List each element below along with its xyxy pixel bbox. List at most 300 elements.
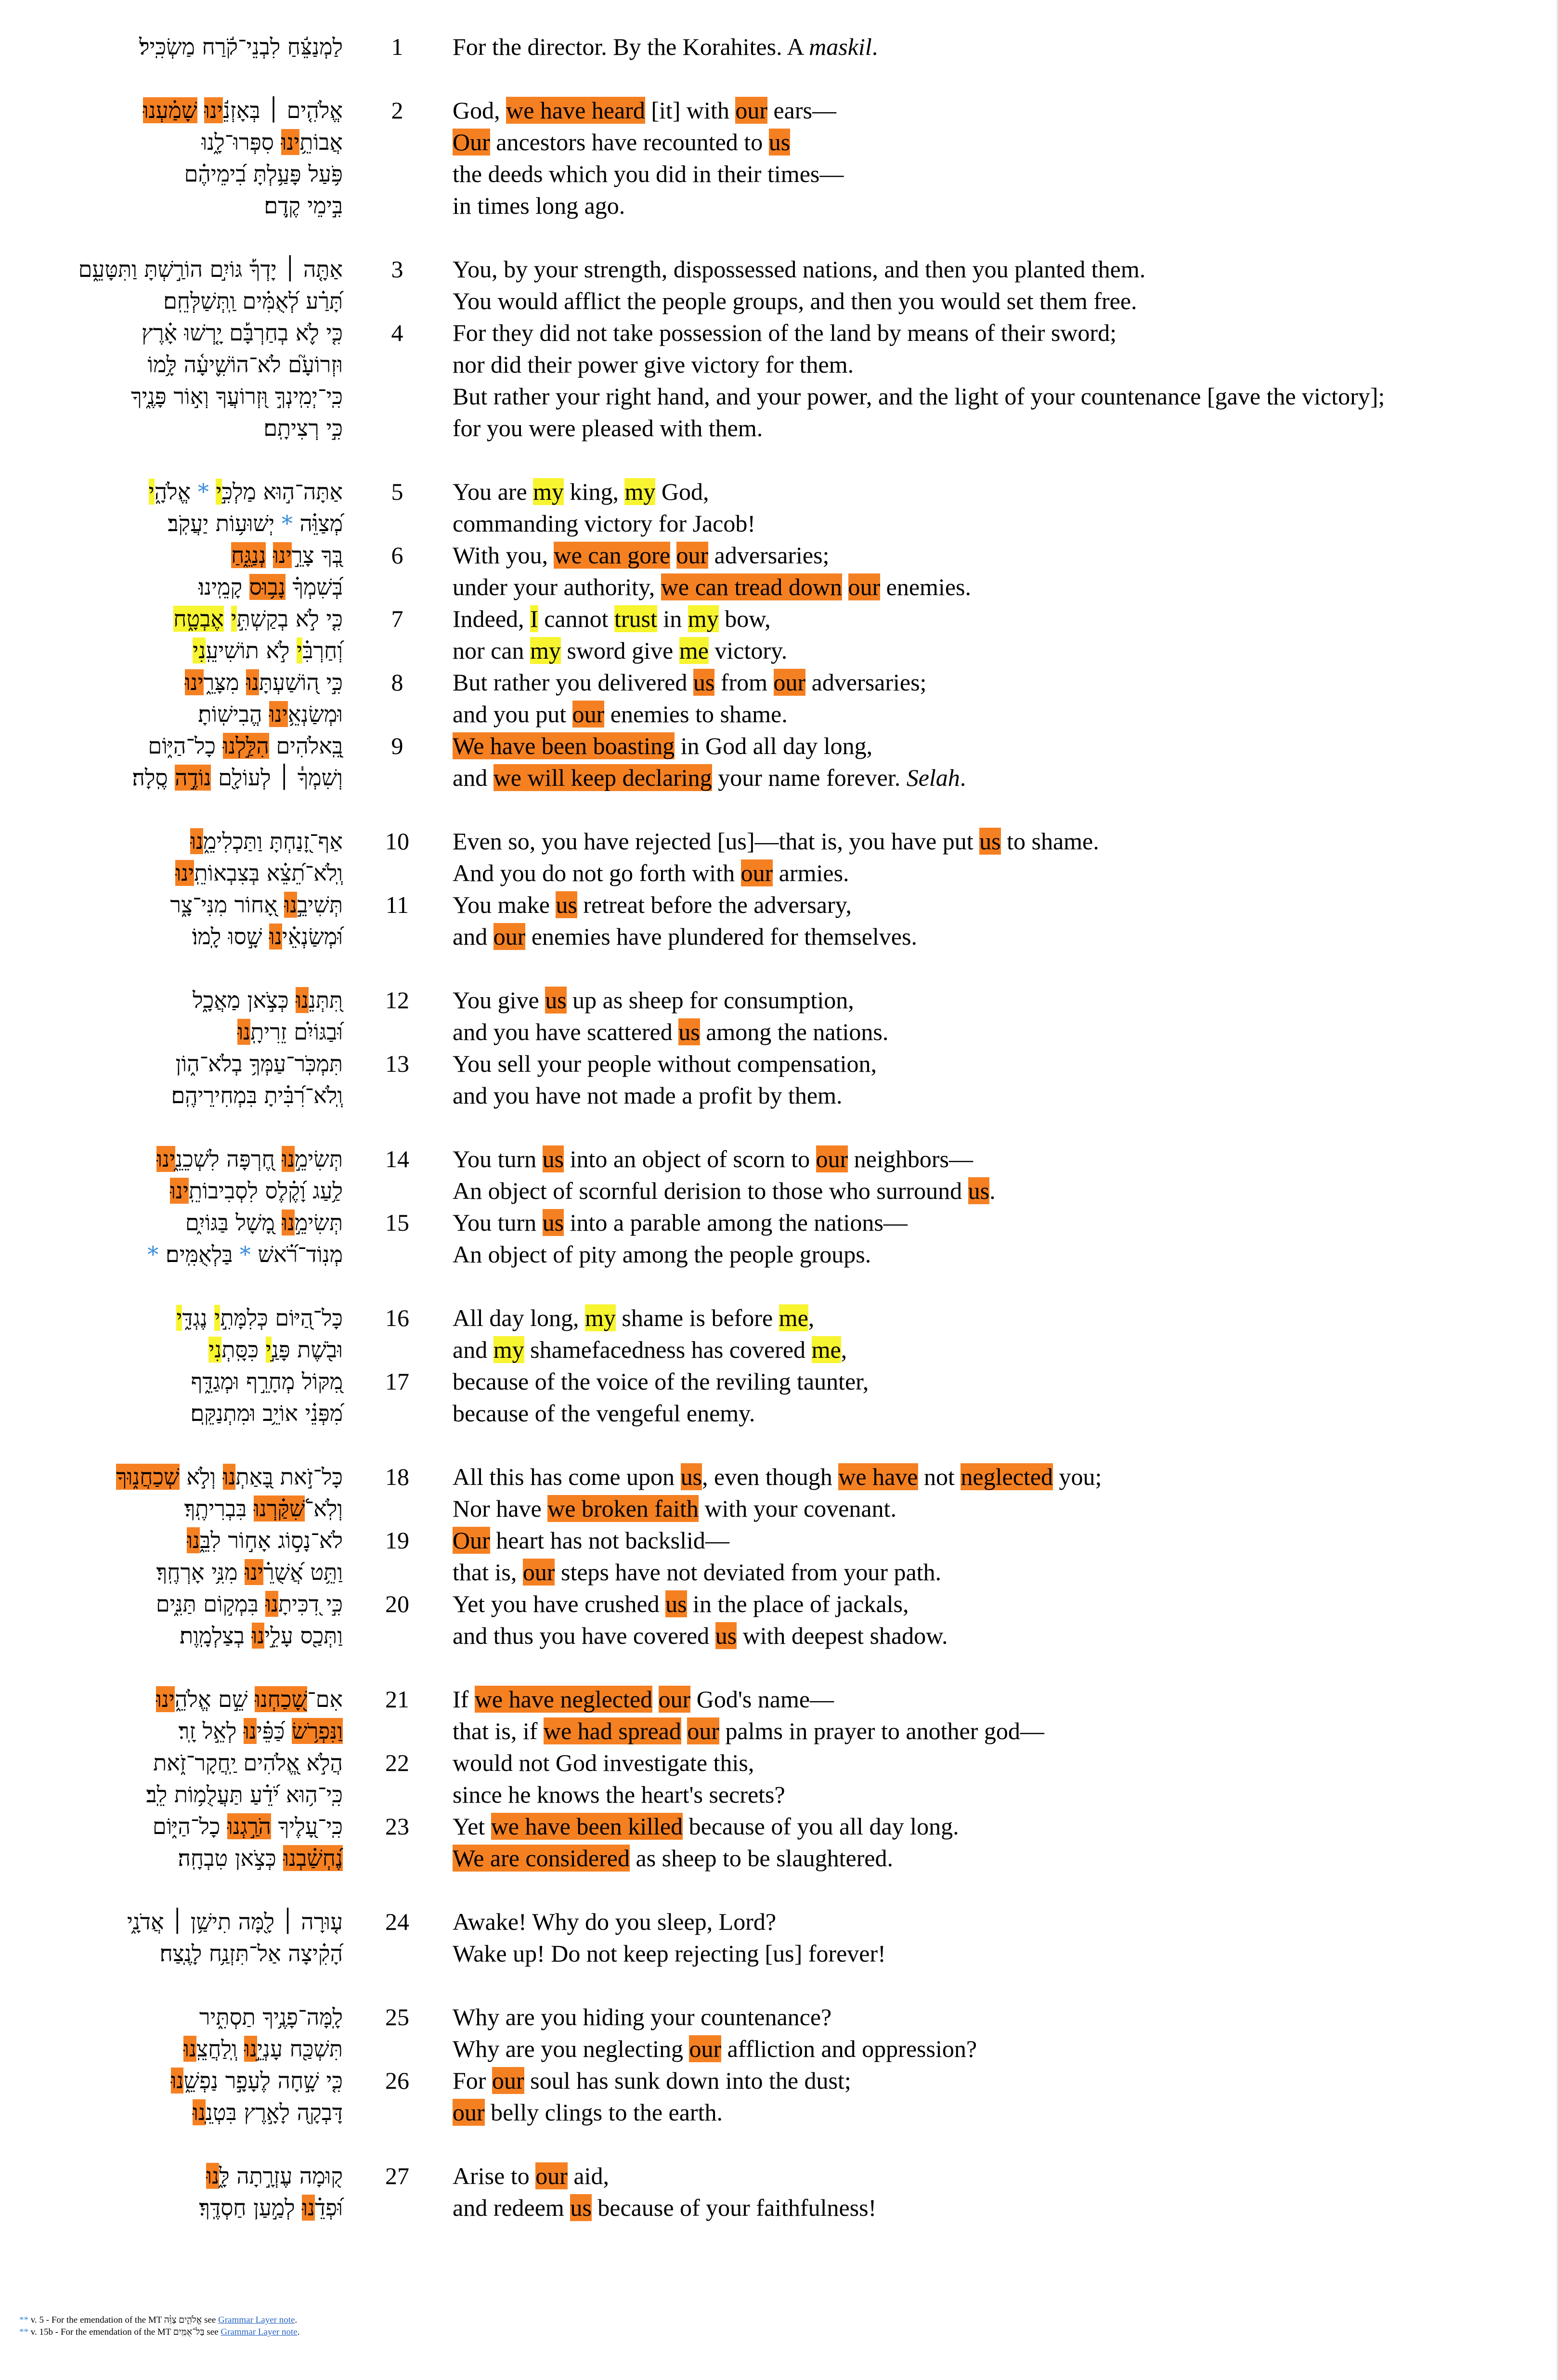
text-segment [266,542,273,568]
hebrew-text [0,94,343,126]
verse-line [0,603,1558,635]
text-segment: in times long ago. [453,192,625,219]
text-segment: אִם־ [307,1686,343,1712]
verse-number: 16 [385,1304,409,1331]
english-translation [447,698,1558,730]
highlighted-word: my [584,1304,616,1331]
english-translation [447,1016,1558,1048]
text-segment: , [841,1336,847,1363]
verse-line [0,889,1558,921]
verse-line [0,1810,1558,1842]
english-translation [447,1207,1558,1238]
text-segment: bow, [718,605,771,632]
text-segment: הֱבִישֽׁוֹתָ׃ [198,701,270,727]
highlighted-word: my [533,478,564,505]
english-translation [447,730,1558,762]
stanza [0,1906,1558,1969]
verse-line [0,1207,1558,1238]
highlighted-word: we have neglected [474,1686,653,1713]
text-segment: לֹ֣א תוֹשִׁיעֵֽ [206,637,297,663]
verse-number: 3 [391,256,403,283]
verse-line [0,1620,1558,1652]
text-segment: לַמְנַצֵּ֬חַ לִבְנֵי־קֹ֬רַח מַשְׂכִּֽיל׃ [139,34,343,60]
hebrew-text [0,349,343,380]
highlighted-word: ינוּ [184,669,204,695]
english-translation [447,921,1558,952]
text-segment: לָֽמָּה־פָנֶ֥יךָ תַסְתִּ֑יר [199,2004,343,2030]
hebrew-text [0,1334,343,1366]
text-segment: because of the voice of the reviling taunter, [453,1368,869,1395]
text-segment: ancestors have recounted to [490,129,769,156]
hebrew-text [0,380,343,412]
text-segment: And you do not go forth with [453,859,741,886]
verse-line [0,253,1558,285]
english-translation [447,507,1558,539]
english-translation [447,1366,1558,1397]
text-segment [209,479,216,505]
highlighted-word: י [214,1305,221,1331]
verse-line [0,2065,1558,2096]
highlighted-word: נְנַגֵּ֑חַ [231,542,266,568]
highlighted-word: we can tread down [661,573,842,600]
text-segment: cannot [538,605,614,632]
verse-line [0,2033,1558,2065]
verse-line [0,126,1558,158]
verse-line [0,285,1558,317]
footnote [19,2326,299,2338]
text-segment: כְּצֹ֣אן מַאֲכָ֑ל [193,987,296,1013]
highlighted-word: ינוּ [156,1686,175,1712]
text-segment: בְּ֭ךָ צָרֵ֣ [291,542,343,568]
text-segment: וְלֹ֣א [179,1464,223,1490]
english-translation [447,539,1558,571]
text-segment: . [960,764,966,791]
english-translation [447,1747,1558,1779]
text-segment: תִּמְכֹּֽר־עַמְּךָ֥ בְלֹא־ה֑וֹן [175,1051,343,1077]
english-translation [447,571,1558,603]
highlighted-word: נוּ [187,1527,200,1553]
text-segment [197,97,205,123]
text-segment: retreat before the adversary, [577,891,852,918]
text-segment: תְּשִׂימֵ֣ [295,1146,343,1172]
text-segment: נֶגְדִּ֑ [182,1305,215,1331]
text-segment: ק֭וּמָה עֶזְרָ֣תָה לָּ֑ [219,2163,343,2189]
text-segment: enemies to shame. [604,701,788,728]
text-segment: Wake up! Do not keep rejecting [us] forever! [453,1940,886,1967]
verse-line [0,1683,1558,1715]
text-segment: דָּבְקָ֖ה לָאָ֣רֶץ בִּטְנֵֽ [205,2099,343,2125]
text-segment: and [453,923,493,950]
verse-line [0,1366,1558,1397]
text-segment: פֹּ֥עַל פָּעַ֥לְתָּ בִ֝ימֵיהֶ֗ם [184,161,343,187]
emendation-asterisk: * [197,479,209,505]
stanza [0,476,1558,793]
text-segment: תָּ֝רַ֗ע לְ֝אֻמִּ֗ים וַֽתְּשַׁלְּחֵֽם׃ [163,288,343,314]
text-segment: כָּל־הַ֭יּוֹם כְּלִמָּתִ֣ [220,1305,343,1331]
text-segment: כָל־הַיּ֑וֹם [152,1813,228,1839]
text-segment: since he knows the heart's secrets? [453,1781,785,1808]
text-segment: כִּֽי־ה֥וּא יֹ֝דֵ֗עַ תַּעֲלֻמ֥וֹת לֵֽב׃ [146,1782,343,1808]
text-segment: . [989,1177,996,1204]
highlighted-word: נוּ [251,1623,265,1649]
hebrew-text [0,1747,343,1779]
text-segment: But rather you delivered [453,669,693,696]
highlighted-word: נוּ [282,1146,295,1172]
verse-number: 2 [391,97,403,124]
hebrew-text [0,1397,343,1429]
text-segment: מָ֭שָׁל בַּגּוֹיִ֑ם [185,1210,282,1236]
text-segment: כִּֽי־עָ֭לֶיךָ [271,1813,343,1839]
highlighted-word: נוּ [170,2068,184,2094]
english-translation [447,94,1558,126]
text-segment: ears— [767,97,836,124]
hebrew-text [0,666,343,698]
stanza [0,1683,1558,1874]
english-translation [447,317,1558,349]
verse-line [0,2192,1558,2224]
highlighted-word: us [570,2194,592,2221]
highlighted-word: י [231,606,237,632]
text-segment: מִצָּרֵ֑ [203,669,247,695]
text-segment: and you have scattered [453,1018,679,1045]
highlighted-word: ינוּ [245,1559,263,1585]
highlighted-word: us [678,1018,700,1045]
english-translation [447,2096,1558,2128]
highlighted-word: נִי [193,637,206,663]
hebrew-text [0,1048,343,1079]
verse-number: 22 [385,1749,409,1776]
verse-number: 14 [385,1145,409,1172]
text-segment: מִ֝פְּנֵ֗י אוֹיֵ֥ב וּמִתְנַקֵּֽם׃ [190,1400,343,1426]
english-translation [447,1493,1558,1524]
highlighted-word: us [542,1145,564,1172]
text-segment: וּ֝בַגּוֹיִ֗ם זֵרִיתָֽ [250,1019,343,1045]
text-segment: כִּ֤י לֹ֪א בְחַרְבָּ֡ם יָ֤רְשׁוּ אָ֗רֶץ [141,320,343,346]
highlighted-word: our [689,2035,722,2062]
text-segment: בְצַלְמָֽוֶת׃ [180,1623,252,1649]
verse-line [0,1906,1558,1938]
english-translation [447,857,1558,889]
highlighted-word: י [265,1337,272,1363]
text-segment: בִּמְק֣וֹם תַּנִּ֑ים [156,1591,266,1617]
english-translation [447,635,1558,666]
text-segment: לְמַ֣עַן חַסְדֶּֽךָ׃ [199,2195,302,2221]
english-translation [447,1048,1558,1079]
highlighted-word: our [522,1559,555,1586]
text-segment: כִּ֣י דִ֭כִּיתָ [278,1591,343,1617]
hebrew-text [0,1207,343,1238]
text-segment: and you have not made a profit by them. [453,1082,843,1109]
english-translation [447,1683,1558,1715]
english-translation [447,2001,1558,2033]
hebrew-text [0,1620,343,1652]
verse-number: 13 [385,1050,409,1077]
text-segment: . [871,33,878,60]
verse-number: 7 [391,605,403,632]
text-segment: וְ֝חַרְבִּ֗ [302,637,343,663]
english-translation [447,1079,1558,1111]
english-translation [447,1238,1558,1270]
text-segment: in [657,605,688,632]
text-segment: יְשׁוּע֥וֹת יַעֲקֹֽב׃ [168,510,282,536]
text-segment: God's name— [690,1686,834,1713]
highlighted-word: our [848,573,881,600]
verse-line [0,1334,1558,1366]
hebrew-text [0,921,343,952]
text-segment: All day long, [453,1304,585,1331]
stanza [0,253,1558,444]
text-segment: and [453,764,493,791]
text-segment: king, [564,478,625,505]
verse-number: 8 [391,669,403,696]
text-segment: מִנִּ֥י אָרְחֶֽךָ׃ [156,1559,245,1585]
text-segment: Why are you hiding your countenance? [453,2003,832,2030]
verse-line [0,666,1558,698]
text-segment: armies. [773,859,849,886]
text-segment: Yet you have crushed [453,1590,666,1617]
text-segment: אַתָּה־ה֣וּא מַלְכִּ֣ [221,479,343,505]
verse-line [0,349,1558,380]
verse-line [0,857,1558,889]
text-segment: [it] with [645,97,736,124]
highlighted-word: Our [453,129,490,156]
text-segment: סֶֽלָה׃ [132,765,175,791]
verse-number: 17 [385,1368,409,1395]
text-segment: maskil [809,33,872,60]
verse-line [0,1397,1558,1429]
highlighted-word: our [492,2067,524,2094]
highlighted-word: שְׁכַחֲנ֑וּךָ [116,1464,180,1490]
english-translation [447,1588,1558,1620]
highlighted-word: we have been killed [491,1813,683,1840]
text-segment: וַתֵּ֥ט אֲ֝שֻׁרֵ֗ [263,1559,343,1585]
stanza [0,1302,1558,1429]
verse-line [0,698,1558,730]
highlighted-word: our [493,923,526,950]
highlighted-word: נוּ [206,2163,220,2189]
english-translation [447,158,1558,190]
text-segment [652,1686,659,1713]
hebrew-text [0,1683,343,1715]
text-segment: תְּשִׂימֵ֣ [295,1210,343,1236]
text-segment: אָ֭חוֹר מִנִּי־צָ֑ר [170,892,285,918]
verse-line [0,762,1558,793]
verse-number: 10 [385,828,409,855]
hebrew-text [0,1779,343,1810]
text-segment: and you put [453,701,572,728]
hebrew-text [0,730,343,762]
verse-number: 26 [385,2067,409,2094]
text-segment: belly clings to the earth. [484,2099,723,2126]
text-segment: וְֽלַחֲצֵֽ [196,2036,245,2062]
text-segment: with deepest shadow. [737,1622,948,1649]
text-segment: Nor have [453,1495,548,1522]
text-segment: aid, [567,2162,609,2189]
text-segment: כִּ֣י ה֭וֹשַׁעְתָּ [259,669,343,695]
text-segment: the deeds which you did in their times— [453,160,844,187]
highlighted-word: נוּ [193,2099,206,2125]
verse-number: 5 [391,478,403,505]
highlighted-word: our [735,97,767,124]
text-segment: For they did not take possession of the land by means of their sword; [453,319,1117,346]
hebrew-text [0,2192,343,2224]
verse-number: 1 [391,33,403,60]
emendation-asterisk: * [147,1241,159,1267]
grammar-layer-link[interactable]: Grammar Layer note [218,2315,295,2325]
highlighted-word: נוּ [246,669,259,695]
highlighted-word: our [740,859,773,886]
english-translation [447,603,1558,635]
hebrew-text [0,31,343,63]
highlighted-word: we will keep declaring [493,764,712,791]
emendation-asterisk: * [281,510,293,536]
hebrew-text [0,635,343,666]
text-segment: בַּלְאֻמִּֽים׃ [158,1241,240,1267]
highlighted-word: trust [614,605,657,632]
highlighted-word: נוֹדֶ֣ה [175,765,211,791]
verse-line [0,825,1558,857]
stanza [0,1461,1558,1652]
text-segment: that is, if [453,1717,544,1744]
english-translation [447,1938,1558,1969]
text-segment: for you were pleased with them. [453,415,763,442]
text-segment: with your covenant. [698,1495,896,1522]
text-segment: You, by your strength, dispossessed nations, and then you planted them. [453,256,1146,283]
hebrew-text [0,1588,343,1620]
highlighted-word: נוּ [222,1464,236,1490]
english-translation [447,253,1558,285]
english-translation [447,2160,1558,2192]
footnote-end: . [295,2315,298,2325]
text-segment: וְשִׁמְךָ֓ ׀ לְעוֹלָ֖ם [211,765,343,791]
text-segment: וּבֹ֖שֶׁת פָּנַ֣ [271,1337,343,1363]
verse-line [0,1302,1558,1334]
text-segment: and thus you have covered [453,1622,715,1649]
text-segment: קָמֵֽינוּ׃ [198,574,249,600]
highlighted-word: נוּ [269,923,282,949]
verse-line [0,539,1558,571]
verse-number: 20 [385,1590,409,1617]
grammar-layer-link[interactable]: Grammar Layer note [221,2327,298,2337]
text-segment: כְּצֹ֣אן טִבְחָֽה׃ [178,1845,284,1871]
text-segment: חֶ֭רְפָּה לִשְׁכֵנֵ֑ [175,1146,282,1172]
hebrew-text [0,476,343,507]
text-segment: You make [453,891,556,918]
text-segment: וְֽלֹא־רִ֝בִּ֗יתָ בִּמְחִירֵיהֶֽם׃ [171,1082,343,1108]
highlighted-word: ינוּ [273,542,292,568]
verse-line [0,984,1558,1016]
text-segment: Even so, you have rejected [us]—that is, you have put [453,828,980,855]
verse-line [0,412,1558,444]
highlighted-word: י [297,637,303,663]
highlighted-word: us [556,891,577,918]
verse-line [0,476,1558,507]
highlighted-word: נוּ [190,828,204,854]
verse-line [0,317,1558,349]
english-translation [447,1556,1558,1588]
verse-line [0,1016,1558,1048]
highlighted-word: ינוּ [156,1146,176,1172]
text-segment: adversaries; [708,542,830,569]
text-segment: With you, [453,542,554,569]
text-segment: in the place of jackals, [687,1590,909,1617]
text-segment: in God all day long, [675,732,873,759]
hebrew-text [0,2160,343,2192]
verse-number: 15 [385,1209,409,1236]
english-translation [447,2065,1558,2096]
hebrew-text [0,762,343,793]
text-segment: אֲבוֹתֵ֥ [299,129,343,155]
hebrew-text [0,1556,343,1588]
english-translation [447,2033,1558,2065]
highlighted-word: us [715,1622,737,1649]
verse-line [0,1842,1558,1874]
highlighted-word: us [665,1590,687,1617]
text-segment: You turn [453,1145,543,1172]
highlighted-word: נָב֥וּס [249,574,286,600]
text-segment: סִפְּרוּ־לָ֑נוּ [201,129,281,155]
highlighted-word: our [572,701,605,728]
verse-line [0,730,1558,762]
highlighted-word: אֶבְטָ֑ח [173,606,224,632]
highlighted-word: נוּ [282,1210,295,1236]
text-segment: You give [453,987,545,1014]
footnote-text: v. 15b - For the emendation of the MT בַּל־אֻמִּֽים see [28,2327,221,2337]
english-translation [447,1175,1558,1207]
stanza [0,1143,1558,1270]
text-segment: All this has come upon [453,1463,681,1490]
text-segment: מְ֝צַוֵּ֗ה [292,510,343,536]
text-segment: מְנֽוֹד־רֹ֝֗אשׁ [250,1241,343,1267]
english-translation [447,1302,1558,1334]
stanza [0,825,1558,952]
english-translation [447,1143,1558,1175]
verse-line [0,1175,1558,1207]
text-segment: adversaries; [805,669,927,696]
text-segment [842,573,848,600]
text-segment: shame is before [615,1304,779,1331]
highlighted-word: me [811,1336,841,1363]
hebrew-text [0,317,343,349]
english-translation [447,1715,1558,1747]
hebrew-text [0,571,343,603]
hebrew-text [0,507,343,539]
text-segment: heart has not backslid— [490,1527,729,1554]
verse-line [0,1143,1558,1175]
text-segment: enemies have plundered for themselves. [525,923,917,950]
text-segment: לְאֵ֣ל זָֽר׃ [178,1718,244,1744]
verse-number: 27 [385,2162,409,2189]
text-segment: הֲלֹ֣א אֱ֭לֹהִים יַֽחֲקָר־זֹ֑את [153,1750,343,1776]
text-segment: לֹא־נָס֣וֹג אָח֣וֹר לִבֵּ֑ [200,1527,343,1553]
verse-number: 4 [391,319,403,346]
highlighted-word: we have heard [506,97,645,124]
highlighted-word: הֹרַ֣גְנוּ [227,1813,272,1839]
text-segment: שֵׁ֣ם אֱלֹהֵ֑ [174,1686,255,1712]
text-segment: תִּשְׁכַּ֖ח עָנְיֵ֣ [257,2036,343,2062]
text-segment: בֵּֽ֭אלֹהִים [269,733,343,759]
text-segment: You sell your people without compensation, [453,1050,877,1077]
highlighted-word: We are considered [453,1845,630,1872]
text-segment: וּ֝פְדֵ֗ [315,2195,343,2221]
verse-number: 24 [385,1908,409,1935]
highlighted-word: us [542,1209,564,1236]
highlighted-word: our [658,1686,691,1713]
highlighted-word: us [768,129,791,156]
highlighted-word: our [687,1717,720,1744]
highlighted-word: נוּ [302,2195,315,2221]
hebrew-text [0,2065,343,2096]
